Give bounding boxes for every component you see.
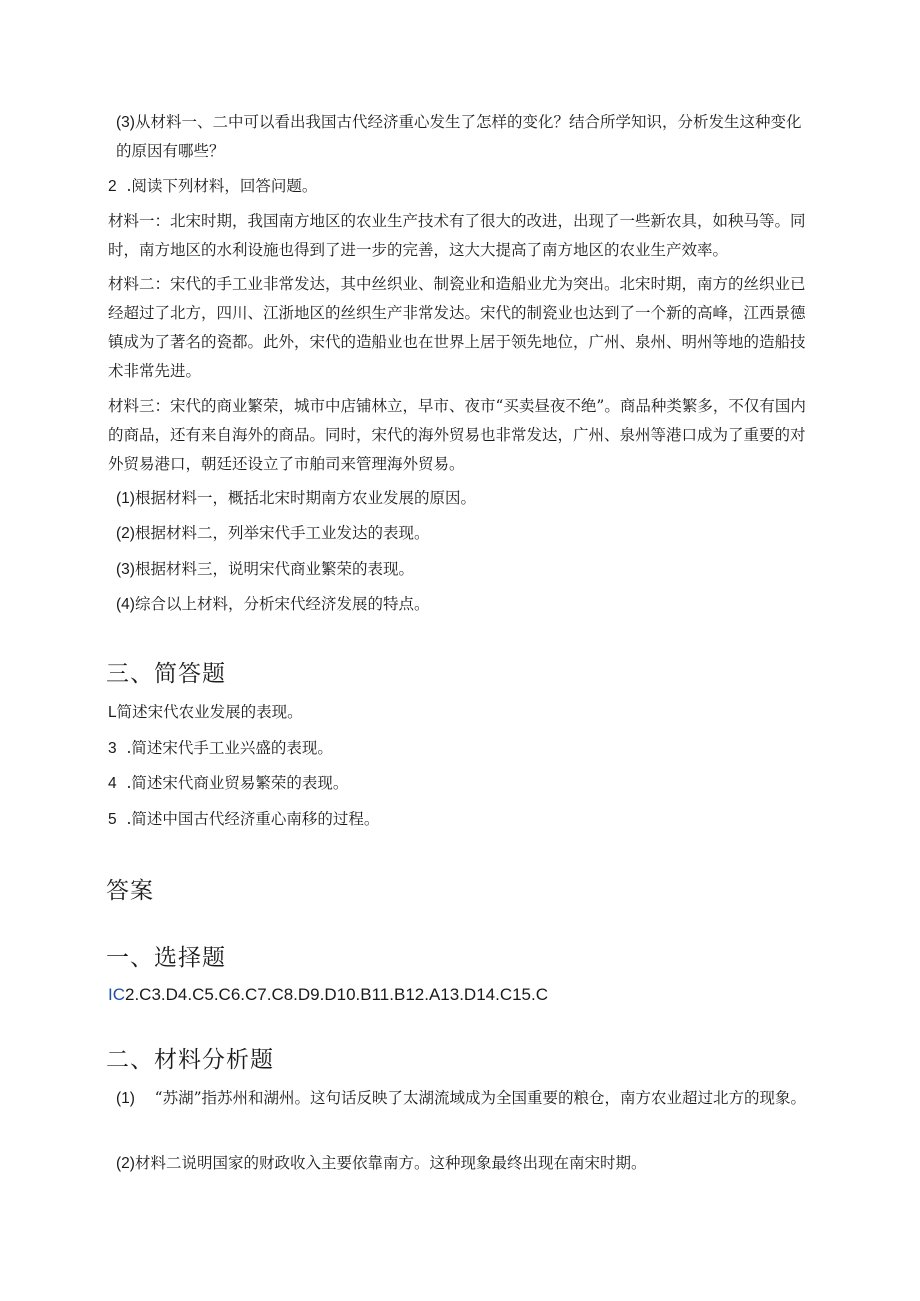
choice-answer-list: 2.C3.D4.C5.C6.C7.C8.D9.D10.B11.B12.A13.D14.C15.C	[125, 985, 549, 1004]
question-1-part-3	[116, 108, 808, 166]
item-number: 4	[108, 775, 117, 792]
item-text: .简述宋代商业贸易繁荣的表现。	[126, 774, 349, 792]
item-number: (3)	[116, 561, 135, 578]
answers-section-2-title: 二、材料分析题	[106, 1047, 274, 1073]
item-number: (2)	[116, 1155, 135, 1172]
item-text: 根据材料三，说明宋代商业繁荣的表现。	[134, 560, 414, 578]
short-question-1	[108, 698, 808, 727]
item-text: 简述宋代农业发展的表现。	[116, 703, 303, 721]
answer-part-1	[116, 1084, 808, 1113]
question-2-part-1	[116, 484, 808, 513]
item-number: 5	[108, 811, 117, 828]
choice-answers	[108, 985, 548, 1005]
material-3: 材料三：宋代的商业繁荣，城市中店铺林立，早市、夜市“买卖昼夜不绝”。商品种类繁多，不仅有国内的商品，还有来自海外的商品。同时，宋代的海外贸易也非常发达，广州、泉州等港口成为了重要的对外贸易港口，朝廷还设立了市舶司来管理海外贸易。	[108, 397, 806, 473]
item-number: (4)	[116, 596, 135, 613]
item-text: .阅读下列材料，回答问题。	[126, 177, 318, 195]
answer-part-2	[116, 1149, 808, 1178]
question-2-part-4	[116, 590, 808, 619]
short-question-3	[108, 734, 808, 763]
item-text: 材料二说明国家的财政收入主要依靠南方。这种现象最终出现在南宋时期。	[134, 1154, 647, 1172]
short-question-4	[108, 769, 808, 798]
item-number: (1)	[116, 1090, 135, 1107]
item-text: .简述中国古代经济重心南移的过程。	[126, 810, 380, 828]
item-number: 2	[108, 178, 117, 195]
section-3-title: 三、简答题	[106, 661, 226, 687]
short-question-5	[108, 805, 808, 834]
item-text: 综合以上材料，分析宋代经济发展的特点。	[134, 595, 430, 613]
item-number: 3	[108, 740, 117, 757]
item-text: 根据材料二，列举宋代手工业发达的表现。	[134, 524, 430, 542]
item-text: 从材料一、二中可以看出我国古代经济重心发生了怎样的变化？结合所学知识，分析发生这种变化的原因有哪些？	[116, 113, 802, 160]
item-text: 根据材料一，概括北宋时期南方农业发展的原因。	[134, 489, 476, 507]
item-text: .简述宋代手工业兴盛的表现。	[126, 739, 333, 757]
item-number: (1)	[116, 490, 135, 507]
item-number: L	[108, 704, 117, 721]
item-text: “苏湖”指苏州和湖州。这句话反映了太湖流域成为全国重要的粮仓，南方农业超过北方的现象。	[154, 1089, 807, 1107]
answers-title: 答案	[106, 878, 154, 904]
answers-section-1-title: 一、选择题	[106, 945, 226, 971]
item-number: (2)	[116, 525, 135, 542]
item-number: (3)	[116, 114, 135, 131]
question-2-heading	[108, 172, 808, 201]
material-2: 材料二：宋代的手工业非常发达，其中丝织业、制瓷业和造船业尤为突出。北宋时期，南方的丝织业已经超过了北方，四川、江浙地区的丝织生产非常发达。宋代的制瓷业也达到了一个新的高峰，江西景德镇成为了著名的瓷都。此外，宋代的造船业也在世界上居于领先地位，广州、泉州、明州等地的造船技术非常先进。	[108, 275, 806, 380]
question-2-part-2	[116, 519, 808, 548]
question-2-part-3	[116, 555, 808, 584]
choice-answer-prefix: IC	[108, 985, 125, 1004]
material-1: 材料一：北宋时期，我国南方地区的农业生产技术有了很大的改进，出现了一些新农具，如秧马等。同时，南方地区的水利设施也得到了进一步的完善，这大大提高了南方地区的农业生产效率。	[108, 212, 806, 259]
